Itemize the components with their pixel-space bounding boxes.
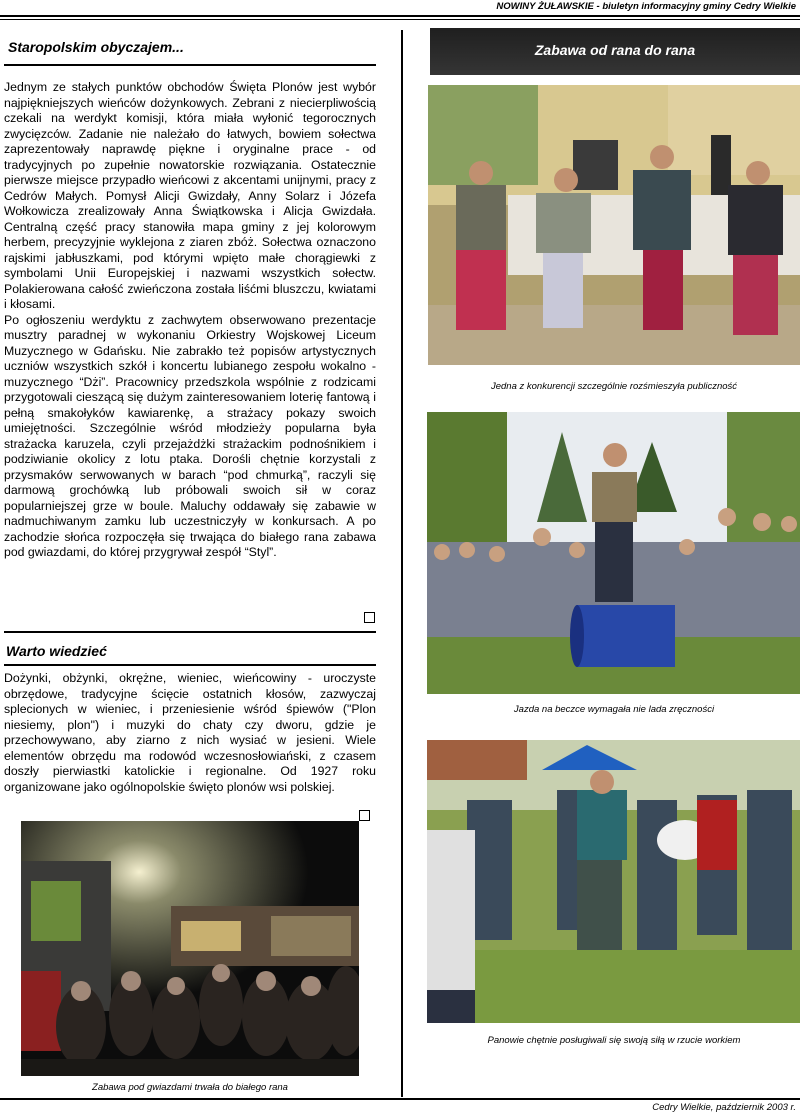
article-title-staropolskim: Staropolskim obyczajem... [8,39,184,55]
footer-date: Cedry Wielkie, październik 2003 r. [652,1102,796,1113]
photo-barrel-ride [427,412,800,694]
photo-sack-throw [427,740,800,1023]
photo-caption-sack: Panowie chętnie posługiwali się swoją siłą w rzucie workiem [487,1035,741,1046]
paragraph-2: Po ogłoszeniu werdyktu z zachwytem obserwowano prezentacje musztry paradnej w wykonaniu Orkiestry Wojskowej Liceum Muzycznego w Gdańsku. Nie zabrakło też popisów artystycznych uczniów wszystkich szkół i koncertu lubianego zespołu wokalno - muzycznego “Dżi”. Pracownicy przedszkola wspólnie z rodzicami przygotowali cieszącą się dużym zainteresowaniem loterię fantową i pełną smakołyków kawiarenkę, a strażacy pokazy swoich umiejętności. Szczególnie wśród młodzieży popularna była strażacka karuzela, czyli przejażdżki strażackim podnośnikiem i podziwianie okolicy z lotu ptaka. Dorośli chętnie korzystali z przysmaków serwowanych w barach “pod chmurką”, raczyli się darmową grochówką lub próbowali swoich sił w coraz popularniejszej grze w boule. Maluchy oddawały się zabawie w nadmuchiwanym zamku lub uczestniczyły w konkursach. A po zachodzie słońca rozpoczęła się trwająca do białego rana zabawa pod gwiazdami, do której przygrywał zespół “Styl”. [4,312,376,559]
end-of-article-mark-2 [359,810,370,821]
article-title-warto-wiedziec: Warto wiedzieć [6,643,107,659]
end-of-article-mark [364,612,375,623]
photo-stage-competition [428,85,800,365]
column-divider [401,30,403,1097]
running-header: NOWINY ŻUŁAWSKIE - biuletyn informacyjny gminy Cedry Wielkie [496,1,796,12]
section-rule-2b [4,664,376,666]
article-body-staropolskim [4,80,376,561]
section-banner [430,28,800,75]
section-rule-2a [4,631,376,633]
paragraph-definition: Dożynki, obżynki, okrężne, wieniec, wieńcowiny - uroczyste obrzędowe, tradycyjne ścięcie ostatnich kłosów, zazwyczaj splecionych w wieniec, i przeniesienie wśród śpiewów ("Plon niesiemy, plon") i muzyki do chaty czy dworu, gdzie je przechowywano, aby ziarno z nich wysiać w jesieni. Wiele elementów obrzędu ma rodowód wczesnosłowiański, z czasem doszły pierwiastki katolickie i regionalne. Od 1927 roku organizowane jako ogólnopolskie święto plonów wsi polskiej. [4,671,376,794]
photo-caption-night: Zabawa pod gwiazdami trwała do białego rana [92,1082,288,1093]
paragraph-1: Jednym ze stałych punktów obchodów Święta Plonów jest wybór najpiękniejszych wieńców dożynkowych. Zebrani z niecierpliwością czekali na werdykt komisji, która miała wyłonić tegorocznych zwycięzców. Zadanie nie należało do łatwych, bowiem sołectwa zaprezentowały naprawdę piękne i oryginalne prace - od tradycyjnych po zupełnie nowatorskie rozwiązania. Ostatecznie pierwsze miejsce przypadło wieńcowi z akcentami unijnymi, pracy z Cedrów Małych. Pomysł Alicji Gwizdały, Anny Solarz i Józefa Wołkowicza zrealizowały Anna Świątkowska i Alicja Gwizdała. Centralną część pracy stanowiła mapa gminy z jej kolorowym herbem, precyzyjnie wyklejona z ziaren zbóż. Sołectwa oznaczono rajskimi jabłuszkami, pod którymi wpięto małe chorągiewki z symbolami Unii Europejskiej i nazwami wszystkich sołectw. Polakierowana całość zwieńczona została liśćmi bluszczu, kwiatami i kłosami. [4,80,376,311]
photo-caption-barrel: Jazda na beczce wymagała nie lada zręczności [513,704,715,715]
header-rule [0,15,800,17]
photo-night-party [21,821,359,1076]
photo-caption-stage: Jedna z konkurencji szczególnie rozśmieszyła publiczność [490,381,738,392]
section-rule [4,64,376,66]
footer-rule [0,1098,800,1100]
article-body-warto-wiedziec [4,671,376,795]
banner-title: Zabawa od rana do rana [534,42,696,58]
header-rule-thin [0,19,800,20]
